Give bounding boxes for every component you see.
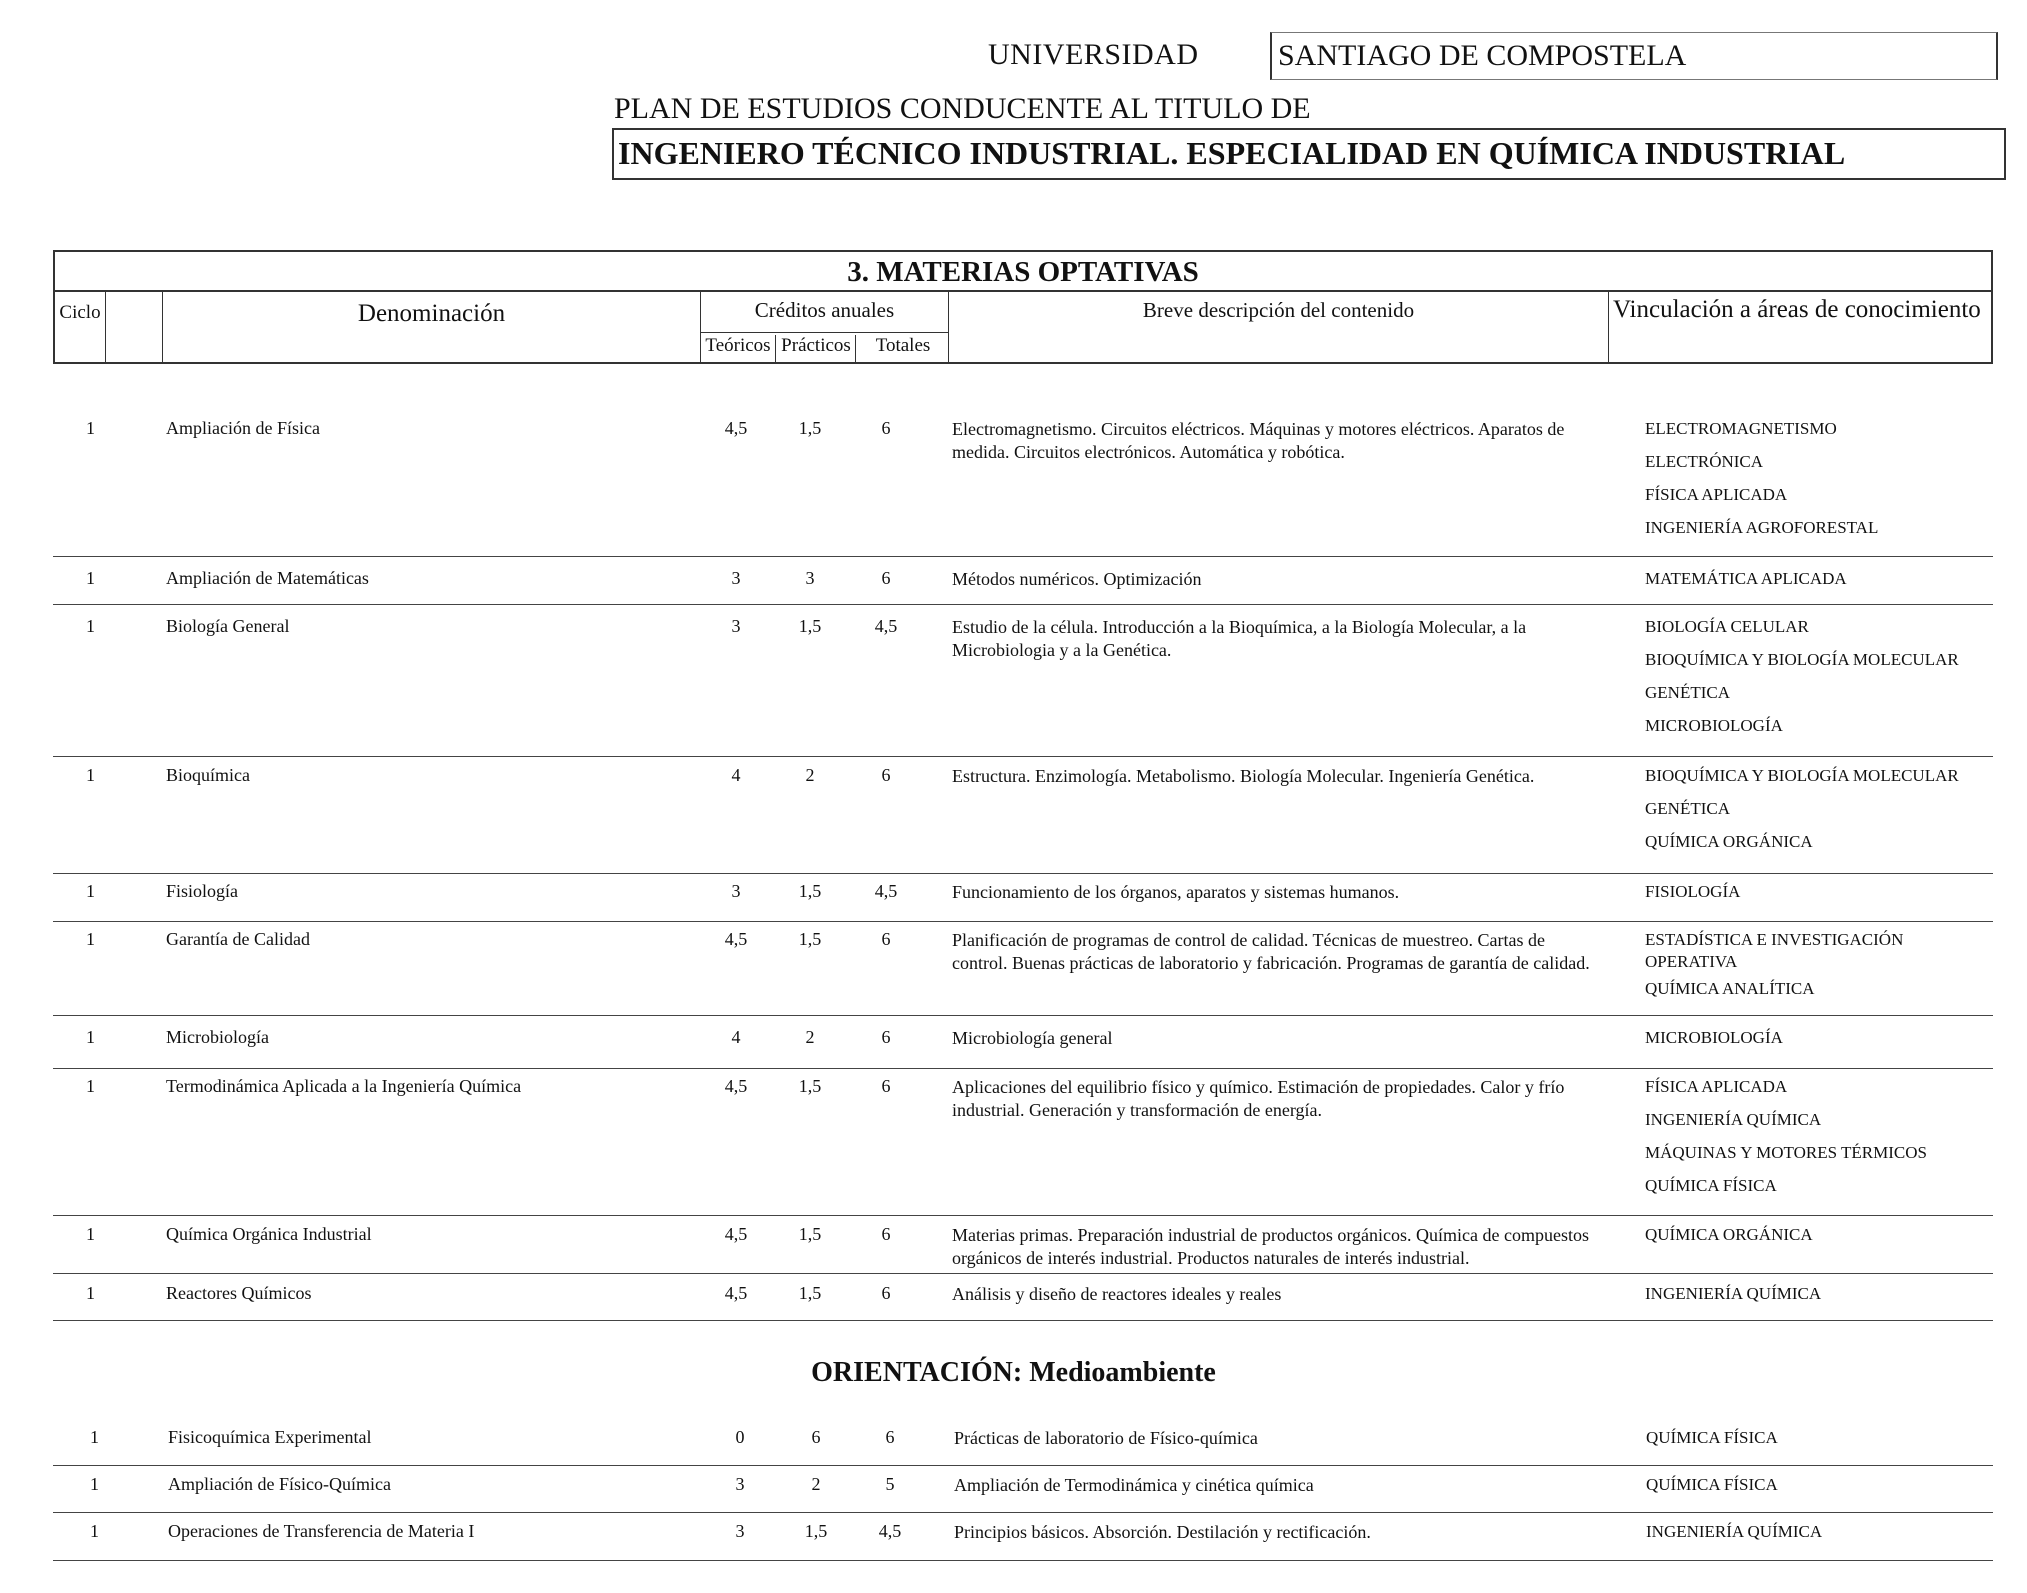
area-item: MICROBIOLOGÍA <box>1645 1028 1783 1047</box>
area-item: FÍSICA APLICADA <box>1645 485 1788 504</box>
row-areas <box>1645 929 1985 1011</box>
col-header-descripcion: Breve descripción del contenido <box>948 292 1608 364</box>
area-item: ESTADÍSTICA E INVESTIGACIÓN OPERATIVA <box>1645 930 1904 971</box>
row-ciclo: 1 <box>86 1076 95 1096</box>
plan-label: PLAN DE ESTUDIOS CONDUCENTE AL TITULO DE <box>614 92 1311 125</box>
row-teoricos: 3 <box>731 881 741 901</box>
area-item: BIOLOGÍA CELULAR <box>1645 617 1809 636</box>
row-divider <box>53 1320 1993 1321</box>
row-teoricos: 0 <box>735 1427 745 1447</box>
row-ciclo: 1 <box>90 1474 99 1494</box>
row-description: Métodos numéricos. Optimización <box>952 569 1202 589</box>
row-practicos: 1,5 <box>798 1224 822 1244</box>
row-divider <box>53 1215 1993 1216</box>
row-description: Microbiología general <box>952 1028 1113 1048</box>
row-totales: 6 <box>881 568 891 588</box>
area-item: FISIOLOGÍA <box>1645 882 1741 901</box>
row-teoricos: 3 <box>731 616 741 636</box>
row-name: Fisicoquímica Experimental <box>168 1427 372 1447</box>
row-areas <box>1646 1474 1986 1507</box>
university-label: UNIVERSIDAD <box>988 38 1199 71</box>
row-description: Estructura. Enzimología. Metabolismo. Biología Molecular. Ingeniería Genética. <box>952 766 1535 786</box>
row-teoricos: 4,5 <box>724 1283 748 1303</box>
row-divider <box>53 1465 1993 1466</box>
row-teoricos: 3 <box>731 568 741 588</box>
row-name: Fisiología <box>166 881 239 901</box>
section-title: 3. MATERIAS OPTATIVAS <box>53 250 1993 292</box>
row-name: Termodinámica Aplicada a la Ingeniería Química <box>166 1076 522 1096</box>
row-teoricos: 3 <box>735 1474 745 1494</box>
row-teoricos: 4,5 <box>724 1076 748 1096</box>
col-header-blank <box>105 292 162 364</box>
row-practicos: 1,5 <box>798 616 822 636</box>
area-item: QUÍMICA FÍSICA <box>1645 1176 1777 1195</box>
row-name: Reactores Químicos <box>166 1283 312 1303</box>
row-teoricos: 4,5 <box>724 929 748 949</box>
row-totales: 4,5 <box>874 616 898 636</box>
row-name: Bioquímica <box>166 765 250 785</box>
col-header-teoricos: Teóricos <box>705 335 771 356</box>
area-item: BIOQUÍMICA Y BIOLOGÍA MOLECULAR <box>1645 650 1959 669</box>
area-item: GENÉTICA <box>1645 799 1730 818</box>
col-header-practicos: Prácticos <box>775 335 856 362</box>
row-ciclo: 1 <box>86 1027 95 1047</box>
row-totales: 6 <box>881 929 891 949</box>
row-teoricos: 4,5 <box>724 418 748 438</box>
university-name: SANTIAGO DE COMPOSTELA <box>1270 32 1998 80</box>
row-ciclo: 1 <box>86 568 95 588</box>
row-areas <box>1646 1427 1986 1460</box>
row-areas <box>1645 765 1985 864</box>
row-description: Planificación de programas de control de calidad. Técnicas de muestreo. Cartas de control. Buenas prácticas de laboratorio y fabricación. Programas de garantía de calidad. <box>952 930 1590 973</box>
row-ciclo: 1 <box>90 1521 99 1541</box>
creditos-label: Créditos anuales <box>754 298 895 322</box>
area-item: QUÍMICA FÍSICA <box>1646 1428 1778 1447</box>
row-areas <box>1645 616 1985 748</box>
row-totales: 6 <box>881 765 891 785</box>
row-totales: 5 <box>885 1474 895 1494</box>
area-item: QUÍMICA ORGÁNICA <box>1645 832 1813 851</box>
area-item: MATEMÁTICA APLICADA <box>1645 569 1847 588</box>
row-divider <box>53 756 1993 757</box>
row-divider <box>53 1512 1993 1513</box>
row-areas <box>1645 1076 1985 1208</box>
row-description: Análisis y diseño de reactores ideales y reales <box>952 1284 1282 1304</box>
row-name: Operaciones de Transferencia de Materia I <box>168 1521 475 1541</box>
row-practicos: 3 <box>805 568 815 588</box>
area-item: ELECTROMAGNETISMO <box>1645 419 1837 438</box>
area-item: INGENIERÍA AGROFORESTAL <box>1645 518 1879 537</box>
row-name: Química Orgánica Industrial <box>166 1224 372 1244</box>
row-ciclo: 1 <box>86 418 95 438</box>
row-totales: 4,5 <box>878 1521 902 1541</box>
orientation-title: ORIENTACIÓN: Medioambiente <box>811 1357 1216 1388</box>
row-totales: 6 <box>881 418 891 438</box>
col-header-vinculacion: Vinculación a áreas de conocimiento <box>1608 292 1993 364</box>
row-ciclo: 1 <box>90 1427 99 1447</box>
row-description: Materias primas. Preparación industrial de productos orgánicos. Química de compuestos orgánicos de interés industrial. Productos naturales de interés industrial. <box>952 1225 1590 1268</box>
row-practicos: 2 <box>805 765 815 785</box>
row-practicos: 1,5 <box>798 929 822 949</box>
row-description: Principios básicos. Absorción. Destilación y rectificación. <box>954 1522 1371 1542</box>
row-areas <box>1646 1521 1986 1554</box>
row-description: Estudio de la célula. Introducción a la Bioquímica, a la Biología Molecular, a la Microbiologia y a la Genética. <box>952 617 1527 660</box>
row-teoricos: 3 <box>735 1521 745 1541</box>
row-practicos: 1,5 <box>798 418 822 438</box>
row-totales: 6 <box>881 1224 891 1244</box>
row-divider <box>53 1068 1993 1069</box>
col-header-ciclo: Ciclo <box>53 292 105 364</box>
row-divider <box>53 1273 1993 1274</box>
row-totales: 6 <box>885 1427 895 1447</box>
area-item: GENÉTICA <box>1645 683 1730 702</box>
row-practicos: 1,5 <box>798 1283 822 1303</box>
row-practicos: 2 <box>811 1474 821 1494</box>
row-totales: 6 <box>881 1076 891 1096</box>
row-practicos: 6 <box>811 1427 821 1447</box>
area-item: ELECTRÓNICA <box>1645 452 1764 471</box>
row-practicos: 2 <box>805 1027 815 1047</box>
row-areas <box>1645 881 1985 914</box>
row-teoricos: 4,5 <box>724 1224 748 1244</box>
row-ciclo: 1 <box>86 929 95 949</box>
row-divider <box>53 1560 1993 1561</box>
row-areas <box>1645 1224 1985 1257</box>
area-item: QUÍMICA FÍSICA <box>1646 1475 1778 1494</box>
row-divider <box>53 604 1993 605</box>
area-item: INGENIERÍA QUÍMICA <box>1645 1110 1822 1129</box>
row-ciclo: 1 <box>86 881 95 901</box>
row-name: Ampliación de Física <box>166 418 320 438</box>
row-description: Funcionamiento de los órganos, aparatos y sistemas humanos. <box>952 882 1400 902</box>
row-totales: 6 <box>881 1283 891 1303</box>
area-item: INGENIERÍA QUÍMICA <box>1645 1284 1822 1303</box>
area-item: QUÍMICA ORGÁNICA <box>1645 1225 1813 1244</box>
row-description: Aplicaciones del equilibrio físico y químico. Estimación de propiedades. Calor y frío industrial. Generación y transformación de energía. <box>952 1077 1565 1120</box>
row-name: Ampliación de Físico-Química <box>168 1474 391 1494</box>
row-practicos: 1,5 <box>798 881 822 901</box>
row-ciclo: 1 <box>86 616 95 636</box>
row-teoricos: 4 <box>731 1027 741 1047</box>
row-description: Ampliación de Termodinámica y cinética química <box>954 1475 1314 1495</box>
row-divider <box>53 921 1993 922</box>
row-totales: 6 <box>881 1027 891 1047</box>
col-header-denominacion: Denominación <box>162 292 700 364</box>
col-header-creditos <box>700 292 948 364</box>
degree-title: INGENIERO TÉCNICO INDUSTRIAL. ESPECIALIDAD EN QUÍMICA INDUSTRIAL <box>612 128 2006 180</box>
row-name: Microbiología <box>166 1027 269 1047</box>
row-ciclo: 1 <box>86 1224 95 1244</box>
area-item: MÁQUINAS Y MOTORES TÉRMICOS <box>1645 1143 1927 1162</box>
row-practicos: 1,5 <box>798 1076 822 1096</box>
row-areas <box>1645 568 1985 601</box>
row-teoricos: 4 <box>731 765 741 785</box>
area-item: FÍSICA APLICADA <box>1645 1077 1788 1096</box>
row-divider <box>53 873 1993 874</box>
row-areas <box>1645 418 1985 550</box>
row-areas <box>1645 1283 1985 1316</box>
row-description: Prácticas de laboratorio de Físico-química <box>954 1428 1258 1448</box>
col-header-totales: Totales <box>855 335 950 362</box>
row-divider <box>53 1015 1993 1016</box>
row-areas <box>1645 1027 1985 1060</box>
row-practicos: 1,5 <box>804 1521 828 1541</box>
area-item: BIOQUÍMICA Y BIOLOGÍA MOLECULAR <box>1645 766 1959 785</box>
row-ciclo: 1 <box>86 1283 95 1303</box>
area-item: QUÍMICA ANALÍTICA <box>1645 979 1815 998</box>
row-name: Biología General <box>166 616 290 636</box>
row-name: Garantía de Calidad <box>166 929 310 949</box>
row-description: Electromagnetismo. Circuitos eléctricos. Máquinas y motores eléctricos. Aparatos de medida. Circuitos electrónicos. Automática y robótica. <box>952 419 1565 462</box>
row-ciclo: 1 <box>86 765 95 785</box>
row-name: Ampliación de Matemáticas <box>166 568 369 588</box>
area-item: INGENIERÍA QUÍMICA <box>1646 1522 1823 1541</box>
row-totales: 4,5 <box>874 881 898 901</box>
row-divider <box>53 556 1993 557</box>
area-item: MICROBIOLOGÍA <box>1645 716 1783 735</box>
